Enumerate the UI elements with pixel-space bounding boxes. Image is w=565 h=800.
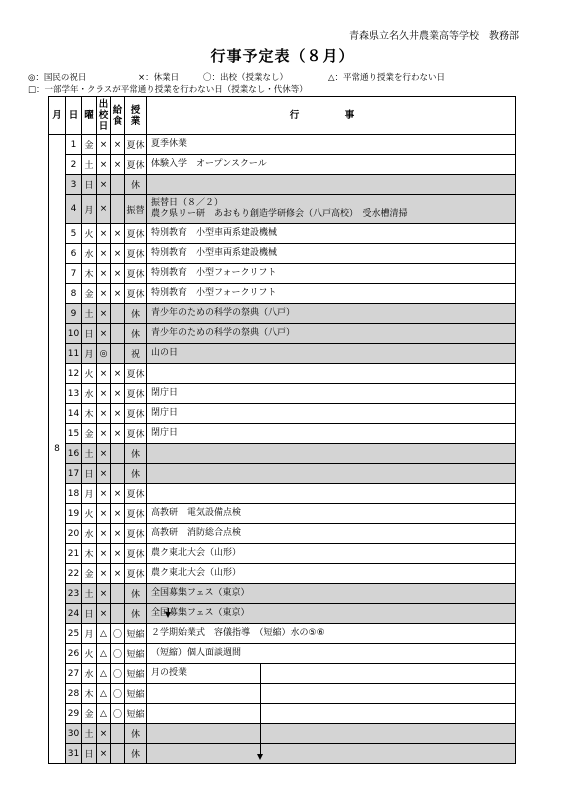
attend-cell: × xyxy=(97,384,111,404)
attend-cell: △ xyxy=(97,664,111,684)
header-events: 行 事 xyxy=(147,97,516,135)
class-cell: 短縮 xyxy=(125,664,147,684)
lunch-cell: × xyxy=(111,284,125,304)
class-cell: 夏休 xyxy=(125,384,147,404)
table-row xyxy=(49,424,516,444)
event-cell xyxy=(147,364,516,384)
day-cell: 3 xyxy=(66,175,82,195)
day-cell: 30 xyxy=(66,724,82,744)
weekday-cell: 月 xyxy=(82,484,97,504)
lunch-cell xyxy=(111,175,125,195)
attend-cell: × xyxy=(97,464,111,484)
arrow-line-interview xyxy=(260,663,261,756)
lunch-cell: 〇 xyxy=(111,624,125,644)
header-attend: 出 校 日 xyxy=(97,97,111,135)
table-row xyxy=(49,544,516,564)
lunch-cell: × xyxy=(111,264,125,284)
event-cell: 閉庁日 xyxy=(147,384,516,404)
lunch-cell: 〇 xyxy=(111,684,125,704)
attend-cell: △ xyxy=(97,704,111,724)
attend-cell: × xyxy=(97,484,111,504)
event-cell: 閉庁日 xyxy=(147,424,516,444)
day-cell: 6 xyxy=(66,244,82,264)
table-row xyxy=(49,324,516,344)
class-cell: 休 xyxy=(125,324,147,344)
day-cell: 10 xyxy=(66,324,82,344)
table-row xyxy=(49,724,516,744)
day-cell: 25 xyxy=(66,624,82,644)
attend-cell: △ xyxy=(97,684,111,704)
attend-cell: × xyxy=(97,195,111,224)
attend-cell: △ xyxy=(97,644,111,664)
weekday-cell: 木 xyxy=(82,684,97,704)
lunch-cell: × xyxy=(111,135,125,155)
attend-cell: × xyxy=(97,424,111,444)
attend-cell: × xyxy=(97,364,111,384)
class-cell: 夏休 xyxy=(125,284,147,304)
weekday-cell: 月 xyxy=(82,344,97,364)
class-cell: 休 xyxy=(125,464,147,484)
day-cell: 28 xyxy=(66,684,82,704)
lunch-cell: 〇 xyxy=(111,644,125,664)
legend-line-1 xyxy=(28,71,445,83)
table-row xyxy=(49,264,516,284)
school-department: 青森県立名久井農業高等学校 教務部 xyxy=(349,31,519,42)
lunch-cell xyxy=(111,324,125,344)
class-cell: 夏休 xyxy=(125,504,147,524)
legend-irregular: △：平常通り授業を行わない日 xyxy=(328,73,446,83)
table-row xyxy=(49,644,516,664)
table-row xyxy=(49,384,516,404)
class-cell: 短縮 xyxy=(125,644,147,664)
class-cell: 休 xyxy=(125,304,147,324)
weekday-cell: 火 xyxy=(82,644,97,664)
attend-cell: × xyxy=(97,564,111,584)
attend-cell: × xyxy=(97,544,111,564)
legend-holiday: ◎：国民の祝日 xyxy=(28,73,87,83)
table-row xyxy=(49,195,516,224)
day-cell: 21 xyxy=(66,544,82,564)
table-header-row xyxy=(49,97,516,135)
attend-cell: △ xyxy=(97,624,111,644)
weekday-cell: 木 xyxy=(82,404,97,424)
weekday-cell: 月 xyxy=(82,195,97,224)
lunch-cell: × xyxy=(111,384,125,404)
attend-cell: × xyxy=(97,244,111,264)
lunch-cell xyxy=(111,584,125,604)
event-cell: 高教研 電気設備点検 xyxy=(147,504,516,524)
header-day: 日 xyxy=(66,97,82,135)
legend-closed: ×：休業日 xyxy=(138,73,180,83)
event-cell xyxy=(147,444,516,464)
event-cell: 農ク東北大会（山形） xyxy=(147,564,516,584)
table-row xyxy=(49,704,516,724)
class-cell: 夏休 xyxy=(125,155,147,175)
table-row xyxy=(49,664,516,684)
day-cell: 14 xyxy=(66,404,82,424)
lunch-cell xyxy=(111,744,125,764)
event-cell: 全国募集フェス（東京） xyxy=(147,604,516,624)
day-cell: 23 xyxy=(66,584,82,604)
table-row xyxy=(49,155,516,175)
table-row xyxy=(49,304,516,324)
event-cell xyxy=(147,464,516,484)
event-cell: 農ク東北大会（山形） xyxy=(147,544,516,564)
table-row xyxy=(49,444,516,464)
attend-cell: × xyxy=(97,304,111,324)
event-cell xyxy=(147,684,516,704)
schedule-body xyxy=(49,135,516,764)
attend-cell: ◎ xyxy=(97,344,111,364)
event-cell: 青少年のための科学の祭典（八戸） xyxy=(147,324,516,344)
table-row xyxy=(49,364,516,384)
attend-cell: × xyxy=(97,155,111,175)
table-row xyxy=(49,684,516,704)
lunch-cell: 〇 xyxy=(111,664,125,684)
weekday-cell: 火 xyxy=(82,504,97,524)
attend-cell: × xyxy=(97,504,111,524)
arrowhead-interview xyxy=(257,754,263,760)
weekday-cell: 日 xyxy=(82,324,97,344)
event-cell xyxy=(147,484,516,504)
class-cell: 休 xyxy=(125,175,147,195)
day-cell: 16 xyxy=(66,444,82,464)
class-cell: 夏休 xyxy=(125,404,147,424)
day-cell: 1 xyxy=(66,135,82,155)
table-row xyxy=(49,504,516,524)
lunch-cell xyxy=(111,604,125,624)
lunch-cell: × xyxy=(111,244,125,264)
day-cell: 15 xyxy=(66,424,82,444)
day-cell: 7 xyxy=(66,264,82,284)
header-class: 授 業 xyxy=(125,97,147,135)
attend-cell: × xyxy=(97,175,111,195)
weekday-cell: 火 xyxy=(82,224,97,244)
day-cell: 8 xyxy=(66,284,82,304)
attend-cell: × xyxy=(97,404,111,424)
table-row xyxy=(49,484,516,504)
attend-cell: × xyxy=(97,224,111,244)
table-row xyxy=(49,284,516,304)
table-row xyxy=(49,624,516,644)
event-cell: 特別教育 小型車両系建設機械 xyxy=(147,224,516,244)
lunch-cell: × xyxy=(111,524,125,544)
event-cell: 特別教育 小型フォークリフト xyxy=(147,264,516,284)
header-weekday: 曜 xyxy=(82,97,97,135)
weekday-cell: 金 xyxy=(82,135,97,155)
legend-line-2: □：一部学年・クラスが平常通り授業を行わない日（授業なし・代休等） xyxy=(28,85,308,95)
day-cell: 29 xyxy=(66,704,82,724)
attend-cell: × xyxy=(97,324,111,344)
class-cell: 短縮 xyxy=(125,624,147,644)
event-cell: 特別教育 小型フォークリフト xyxy=(147,284,516,304)
class-cell: 夏休 xyxy=(125,135,147,155)
lunch-cell xyxy=(111,724,125,744)
weekday-cell: 土 xyxy=(82,444,97,464)
schedule-table xyxy=(48,96,516,764)
event-cell: 青少年のための科学の祭典（八戸） xyxy=(147,304,516,324)
weekday-cell: 水 xyxy=(82,524,97,544)
class-cell: 夏休 xyxy=(125,244,147,264)
weekday-cell: 木 xyxy=(82,544,97,564)
lunch-cell xyxy=(111,464,125,484)
weekday-cell: 金 xyxy=(82,704,97,724)
weekday-cell: 日 xyxy=(82,175,97,195)
table-row xyxy=(49,175,516,195)
event-cell: 閉庁日 xyxy=(147,404,516,424)
table-row xyxy=(49,224,516,244)
table-row xyxy=(49,404,516,424)
weekday-cell: 土 xyxy=(82,304,97,324)
lunch-cell: × xyxy=(111,564,125,584)
weekday-cell: 金 xyxy=(82,424,97,444)
legend-attend: 〇：出校（授業なし） xyxy=(203,73,289,83)
class-cell: 短縮 xyxy=(125,684,147,704)
attend-cell: × xyxy=(97,724,111,744)
table-row xyxy=(49,564,516,584)
header-month: 月 xyxy=(49,97,66,135)
class-cell: 夏休 xyxy=(125,224,147,244)
weekday-cell: 日 xyxy=(82,744,97,764)
header-lunch: 給 食 xyxy=(111,97,125,135)
class-cell: 休 xyxy=(125,444,147,464)
class-cell: 夏休 xyxy=(125,524,147,544)
lunch-cell: × xyxy=(111,224,125,244)
class-cell: 夏休 xyxy=(125,564,147,584)
class-cell: 振替 xyxy=(125,195,147,224)
attend-cell: × xyxy=(97,584,111,604)
weekday-cell: 水 xyxy=(82,664,97,684)
lunch-cell: × xyxy=(111,155,125,175)
day-cell: 27 xyxy=(66,664,82,684)
page-title: 行事予定表（８月） xyxy=(210,47,355,65)
table-row xyxy=(49,744,516,764)
event-cell xyxy=(147,724,516,744)
event-cell xyxy=(147,744,516,764)
weekday-cell: 水 xyxy=(82,384,97,404)
weekday-cell: 水 xyxy=(82,244,97,264)
lunch-cell: 〇 xyxy=(111,704,125,724)
class-cell: 休 xyxy=(125,604,147,624)
class-cell: 夏休 xyxy=(125,264,147,284)
table-row xyxy=(49,604,516,624)
attend-cell: × xyxy=(97,444,111,464)
event-cell: 振替日（８／２） 農ク県リー研 あおもり創造学研修会（八戸高校） 受水槽清掃 xyxy=(147,195,516,224)
event-cell: 月の授業 xyxy=(147,664,516,684)
lunch-cell xyxy=(111,195,125,224)
attend-cell: × xyxy=(97,604,111,624)
lunch-cell xyxy=(111,304,125,324)
lunch-cell: × xyxy=(111,504,125,524)
month-cell: 8 xyxy=(49,135,66,764)
weekday-cell: 日 xyxy=(82,604,97,624)
event-cell: 特別教育 小型車両系建設機械 xyxy=(147,244,516,264)
weekday-cell: 金 xyxy=(82,284,97,304)
attend-cell: × xyxy=(97,284,111,304)
event-cell xyxy=(147,704,516,724)
lunch-cell: × xyxy=(111,404,125,424)
lunch-cell xyxy=(111,444,125,464)
day-cell: 31 xyxy=(66,744,82,764)
weekday-cell: 日 xyxy=(82,464,97,484)
class-cell: 夏休 xyxy=(125,424,147,444)
attend-cell: × xyxy=(97,744,111,764)
table-row xyxy=(49,464,516,484)
lunch-cell: × xyxy=(111,484,125,504)
day-cell: 17 xyxy=(66,464,82,484)
day-cell: 18 xyxy=(66,484,82,504)
weekday-cell: 土 xyxy=(82,584,97,604)
class-cell: 祝 xyxy=(125,344,147,364)
day-cell: 13 xyxy=(66,384,82,404)
day-cell: 5 xyxy=(66,224,82,244)
attend-cell: × xyxy=(97,524,111,544)
table-row xyxy=(49,344,516,364)
class-cell: 夏休 xyxy=(125,364,147,384)
arrowhead-fes xyxy=(165,612,171,618)
attend-cell: × xyxy=(97,135,111,155)
class-cell: 休 xyxy=(125,724,147,744)
event-cell: 全国募集フェス（東京） xyxy=(147,584,516,604)
day-cell: 9 xyxy=(66,304,82,324)
lunch-cell xyxy=(111,344,125,364)
event-cell: 体験入学 オープンスクール xyxy=(147,155,516,175)
weekday-cell: 金 xyxy=(82,564,97,584)
table-row xyxy=(49,244,516,264)
day-cell: 11 xyxy=(66,344,82,364)
attend-cell: × xyxy=(97,264,111,284)
class-cell: 休 xyxy=(125,744,147,764)
class-cell: 夏休 xyxy=(125,544,147,564)
lunch-cell: × xyxy=(111,424,125,444)
event-cell: 山の日 xyxy=(147,344,516,364)
weekday-cell: 土 xyxy=(82,724,97,744)
class-cell: 夏休 xyxy=(125,484,147,504)
event-cell: （短縮）個人面談週間 xyxy=(147,644,516,664)
event-cell xyxy=(147,175,516,195)
event-cell: ２学期始業式 容儀指導 （短縮）水の⑤⑥ xyxy=(147,624,516,644)
day-cell: 4 xyxy=(66,195,82,224)
table-row xyxy=(49,584,516,604)
day-cell: 20 xyxy=(66,524,82,544)
class-cell: 短縮 xyxy=(125,704,147,724)
event-cell: 高教研 消防総合点検 xyxy=(147,524,516,544)
day-cell: 26 xyxy=(66,644,82,664)
class-cell: 休 xyxy=(125,584,147,604)
lunch-cell: × xyxy=(111,364,125,384)
lunch-cell: × xyxy=(111,544,125,564)
weekday-cell: 月 xyxy=(82,624,97,644)
weekday-cell: 火 xyxy=(82,364,97,384)
table-row xyxy=(49,135,516,155)
event-cell: 夏季休業 xyxy=(147,135,516,155)
day-cell: 12 xyxy=(66,364,82,384)
weekday-cell: 土 xyxy=(82,155,97,175)
day-cell: 22 xyxy=(66,564,82,584)
table-row xyxy=(49,524,516,544)
day-cell: 19 xyxy=(66,504,82,524)
day-cell: 2 xyxy=(66,155,82,175)
weekday-cell: 木 xyxy=(82,264,97,284)
day-cell: 24 xyxy=(66,604,82,624)
